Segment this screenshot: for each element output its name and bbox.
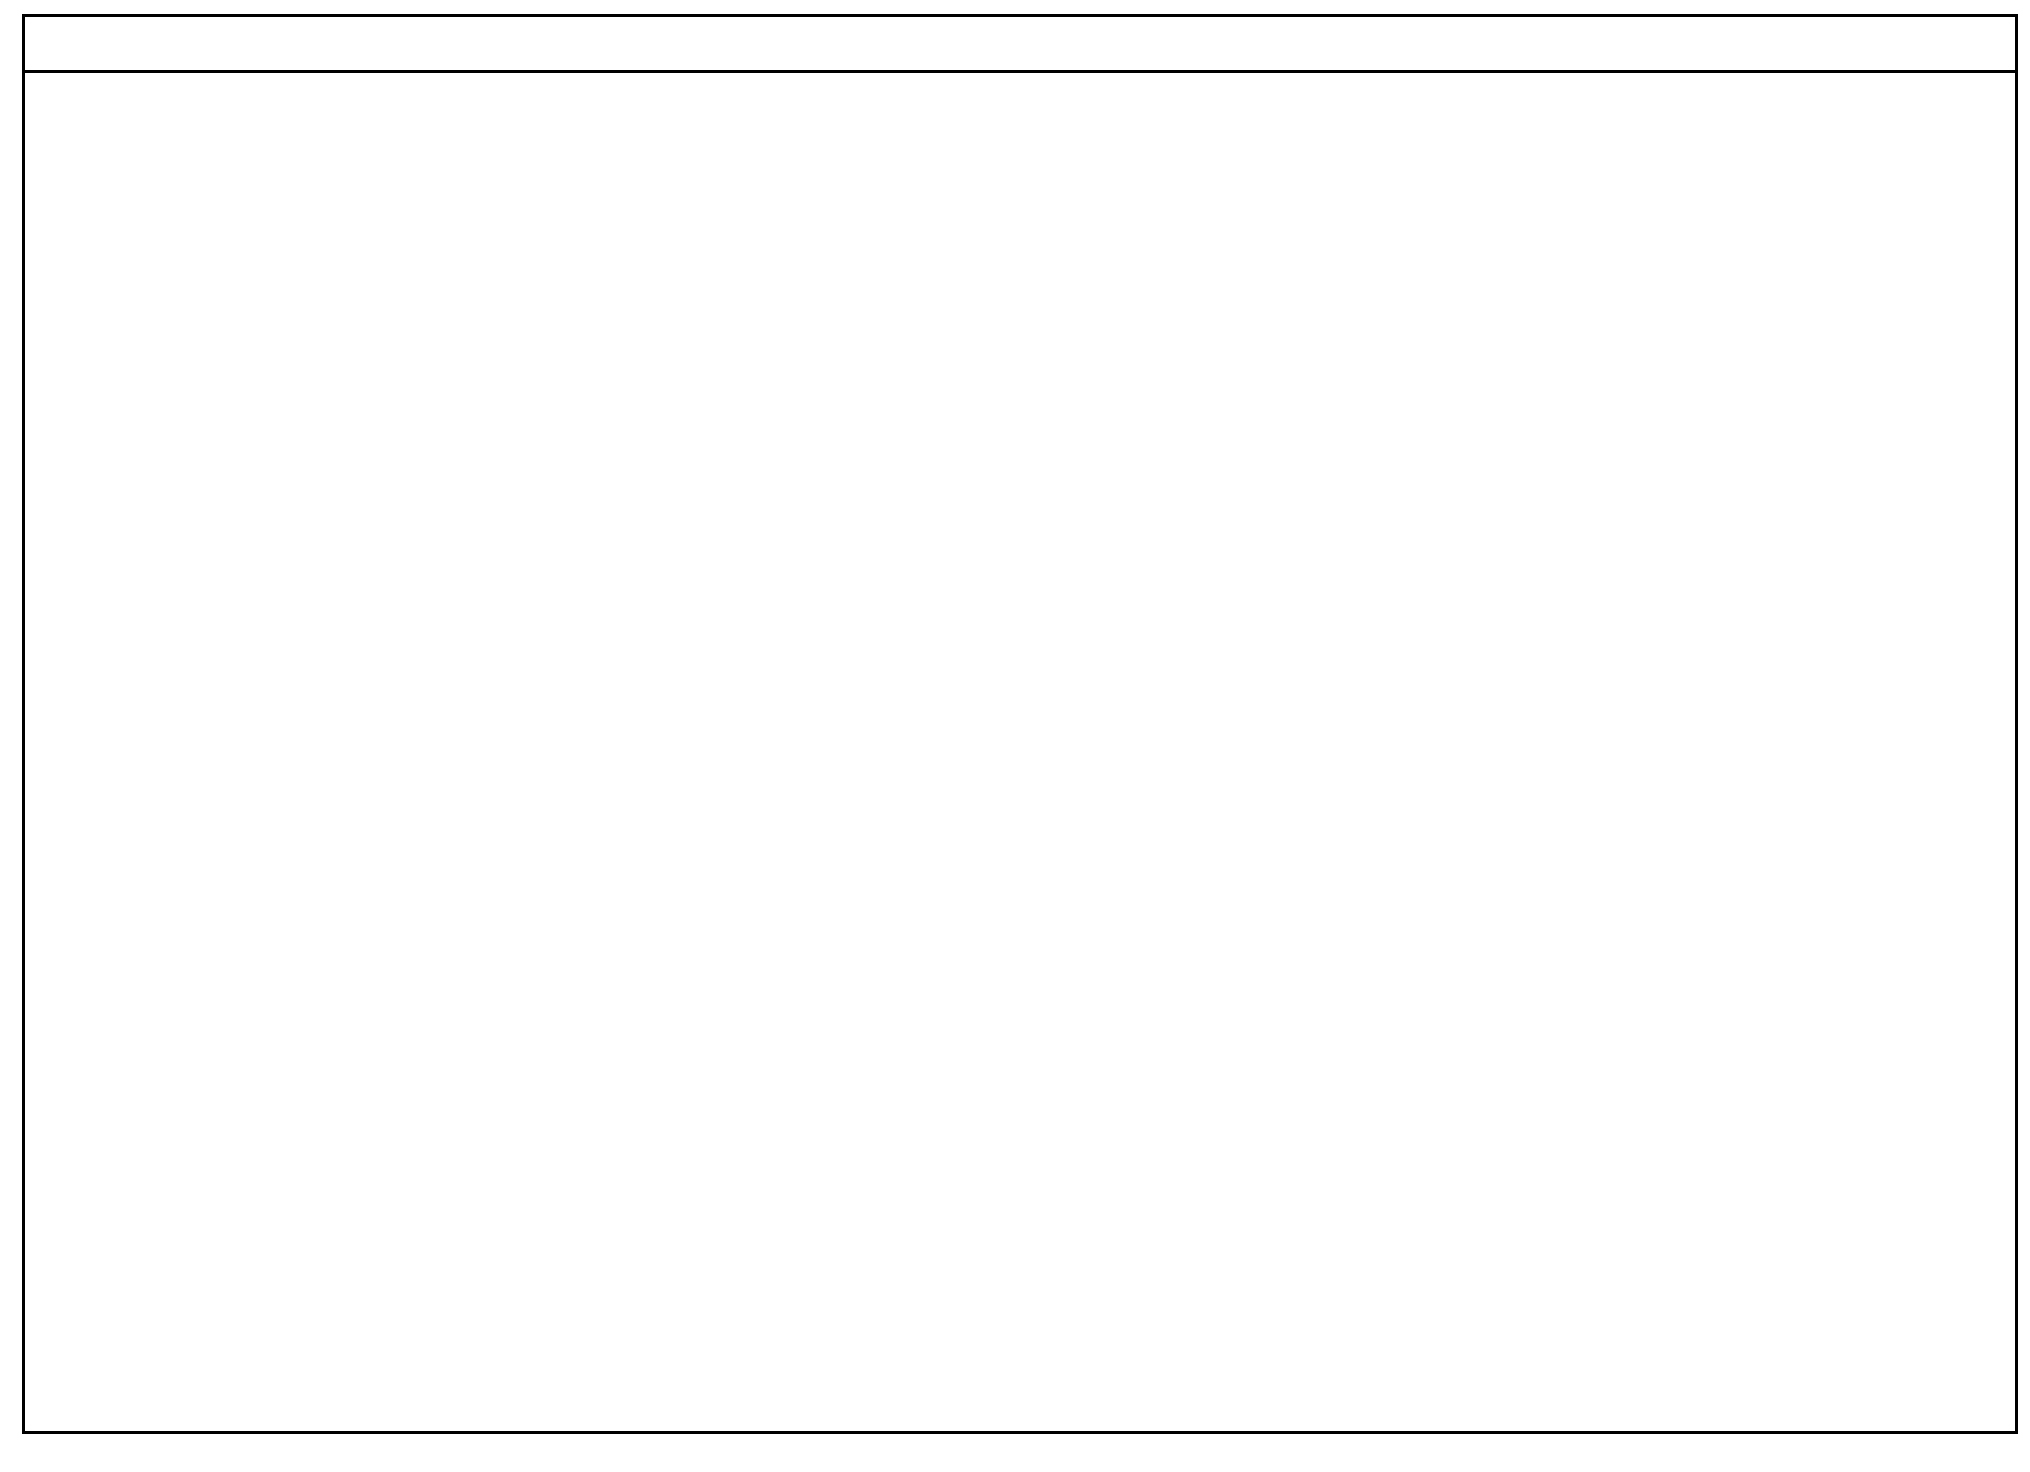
diagram-frame [22,14,2018,1434]
header-bar [25,17,2015,73]
